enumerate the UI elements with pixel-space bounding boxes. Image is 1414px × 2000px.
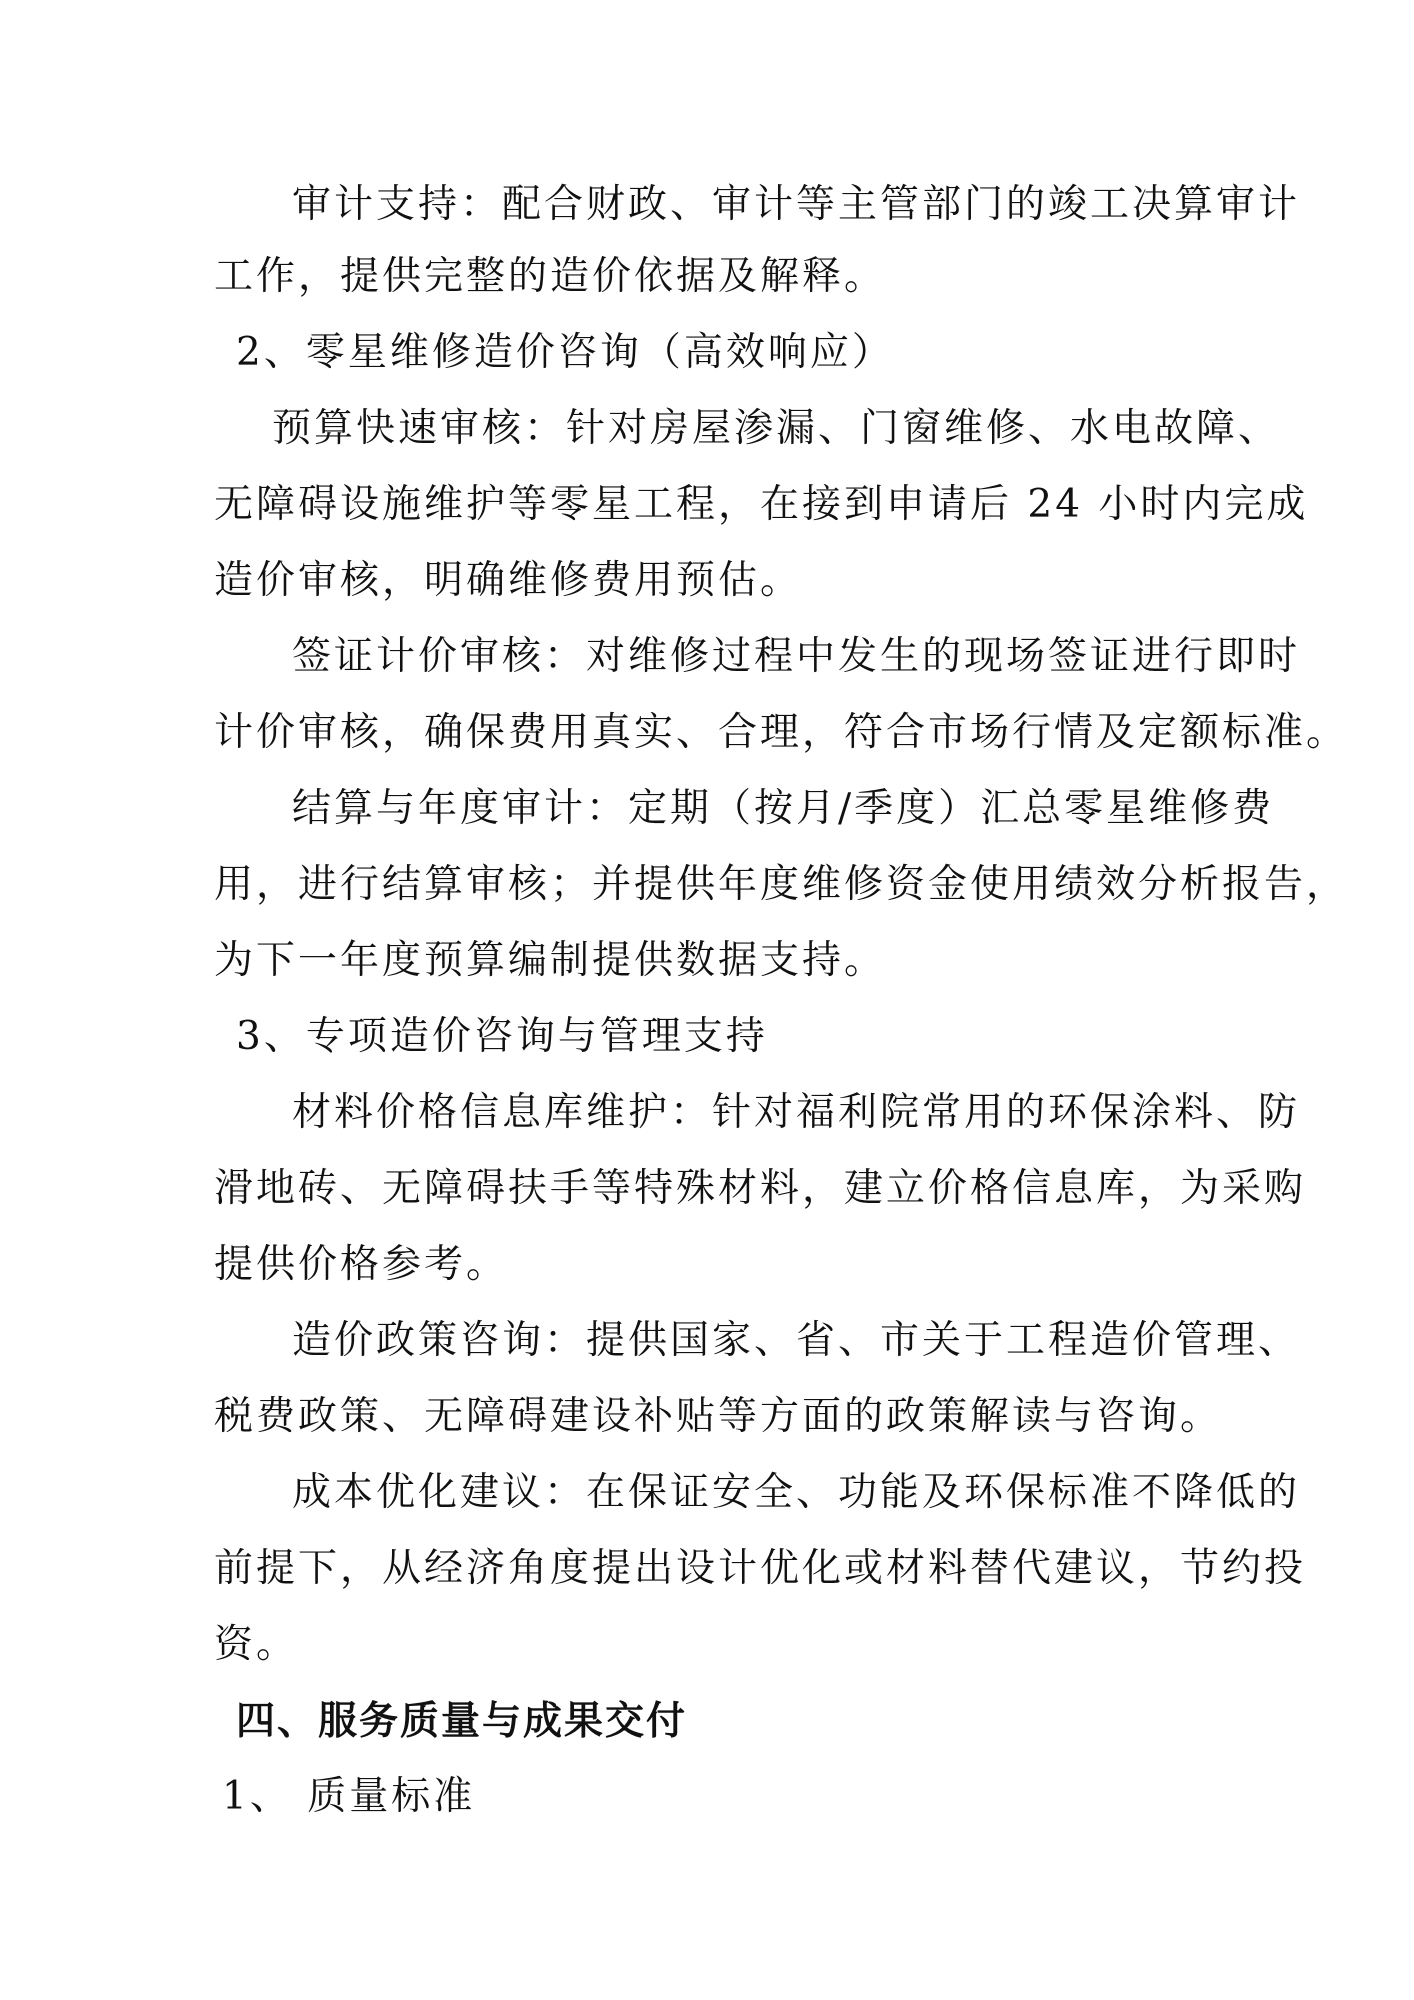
settlement-audit-line-3: 为下一年度预算编制提供数据支持。 [214, 938, 887, 983]
budget-review-line-2: 无障碍设施维护等零星工程，在接到申请后 24 小时内完成 [214, 482, 1309, 527]
settlement-audit-line-2: 用，进行结算审核；并提供年度维修资金使用绩效分析报告， [214, 862, 1349, 907]
section-4-heading: 四、服务质量与成果交付 [236, 1698, 688, 1744]
material-price-db-line-3: 提供价格参考。 [214, 1242, 509, 1287]
cost-optimization-line-3: 资。 [214, 1622, 299, 1667]
quality-standard-heading: 1、 质量标准 [222, 1774, 476, 1819]
budget-review-line-3: 造价审核，明确维修费用预估。 [214, 558, 803, 603]
audit-support-line-2: 工作，提供完整的造价依据及解释。 [214, 254, 887, 299]
budget-review-line-1: 预算快速审核：针对房屋渗漏、门窗维修、水电故障、 [272, 406, 1281, 451]
material-price-db-line-1: 材料价格信息库维护：针对福利院常用的环保涂料、防 [292, 1090, 1301, 1135]
visa-pricing-line-1: 签证计价审核：对维修过程中发生的现场签证进行即时 [292, 634, 1301, 679]
policy-consult-line-1: 造价政策咨询：提供国家、省、市关于工程造价管理、 [292, 1318, 1301, 1363]
policy-consult-line-2: 税费政策、无障碍建设补贴等方面的政策解读与咨询。 [214, 1394, 1223, 1439]
cost-optimization-line-2: 前提下，从经济角度提出设计优化或材料替代建议，节约投 [214, 1546, 1307, 1591]
section-2-heading: 2、零星维修造价咨询（高效响应） [236, 330, 894, 375]
cost-optimization-line-1: 成本优化建议：在保证安全、功能及环保标准不降低的 [292, 1470, 1301, 1515]
material-price-db-line-2: 滑地砖、无障碍扶手等特殊材料，建立价格信息库，为采购 [214, 1166, 1307, 1211]
settlement-audit-line-1: 结算与年度审计：定期（按月/季度）汇总零星维修费 [292, 786, 1275, 831]
audit-support-line-1: 审计支持：配合财政、审计等主管部门的竣工决算审计 [292, 182, 1301, 227]
section-3-heading: 3、专项造价咨询与管理支持 [236, 1014, 768, 1059]
visa-pricing-line-2: 计价审核，确保费用真实、合理，符合市场行情及定额标准。 [214, 710, 1349, 755]
